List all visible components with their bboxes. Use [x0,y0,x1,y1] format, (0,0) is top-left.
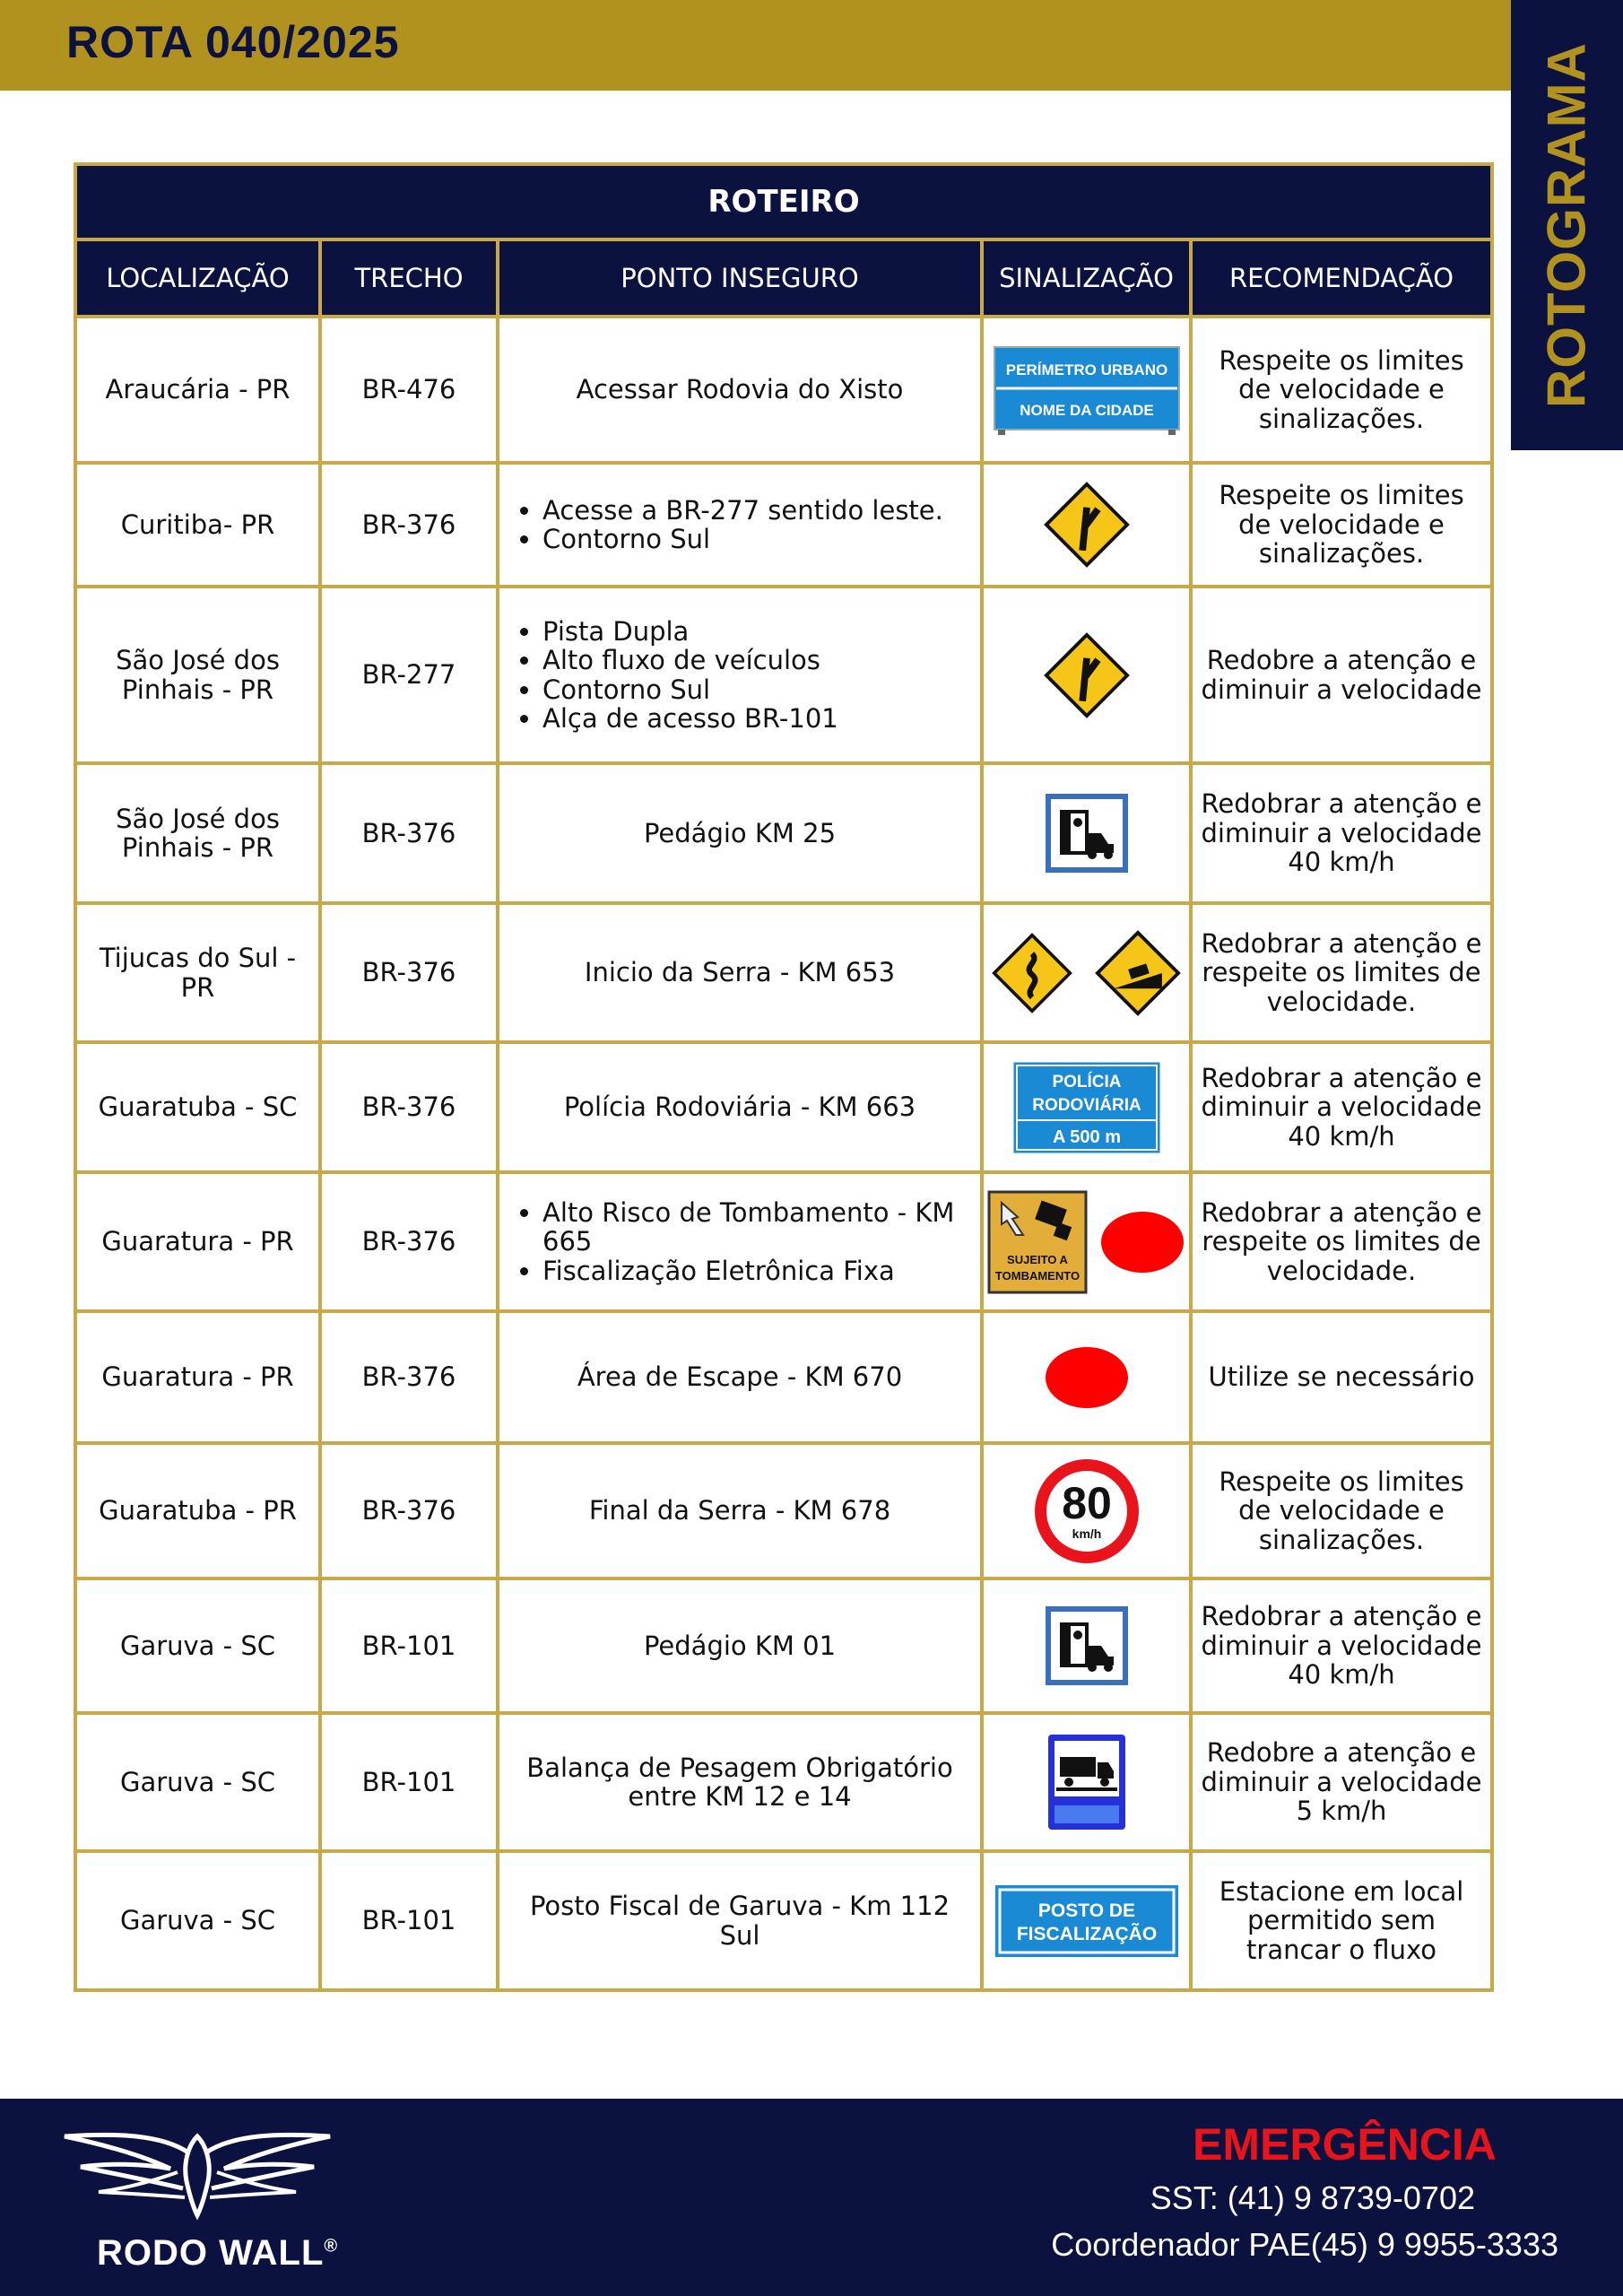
cell-sinalizacao [982,463,1191,587]
speed-limit-80-icon [1031,1456,1142,1567]
ponto-list [507,617,973,734]
highway-police-sign [1011,1059,1163,1156]
cell-trecho: BR-376 [320,903,498,1042]
cell-recomendacao: Redobrar a atenção e diminuir a velocidade 40 km/h [1191,1042,1492,1172]
cell-trecho: BR-376 [320,463,498,587]
sign-text: POSTO DE [1037,1900,1135,1921]
coordinator-contact: Coordenador PAE(45) 9 9955-3333 [1051,2226,1558,2263]
table-row [75,1443,1492,1578]
cell-ponto: Área de Escape - KM 670 [498,1311,982,1443]
cell-sinalizacao [982,1311,1191,1443]
list-item: • Acesse a BR-277 sentido leste. [542,496,973,525]
ponto-list [507,496,973,554]
side-road-right-icon [1044,482,1130,568]
header-bar [0,0,1511,91]
cell-ponto [498,587,982,763]
cell-recomendacao: Redobrar a atenção e diminuir a velocidade 40 km/h [1191,1578,1492,1713]
cell-ponto: Inicio da Serra - KM 653 [498,903,982,1042]
cell-localizacao: Curitiba- PR [75,463,320,587]
cell-sinalizacao [982,1443,1191,1578]
cell-recomendacao: Respeite os limites de velocidade e sinalizações. [1191,317,1492,463]
side-tab [1511,0,1623,450]
weigh-station-icon [1046,1732,1128,1832]
cell-ponto: Polícia Rodoviária - KM 663 [498,1042,982,1172]
rollover-risk-sign [987,1190,1088,1294]
cell-sinalizacao [982,587,1191,763]
sign-text: km/h [1072,1526,1101,1541]
cell-trecho: BR-277 [320,587,498,763]
logo-text [97,2233,338,2274]
list-item: • Fiscalização Eletrônica Fixa [542,1257,973,1285]
list-item: • Alça de acesso BR-101 [542,704,973,733]
sign-group [985,930,1187,1016]
cell-recomendacao: Redobrar a atenção e respeite os limites de velocidade. [1191,903,1492,1042]
cell-localizacao: Guaratuba - SC [75,1042,320,1172]
table-row [75,1578,1492,1713]
list-item: • Alto fluxo de veículos [542,646,973,674]
cell-localizacao: São José dos Pinhais - PR [75,587,320,763]
cell-ponto: Posto Fiscal de Garuva - Km 112 Sul [498,1851,982,1990]
cell-trecho: BR-101 [320,1578,498,1713]
table-row [75,1311,1492,1443]
cell-trecho: BR-101 [320,1851,498,1990]
cell-ponto: Balança de Pesagem Obrigatório entre KM 12 e 14 [498,1713,982,1851]
cell-recomendacao: Respeite os limites de velocidade e sinalizações. [1191,1443,1492,1578]
ponto-list [507,1198,973,1285]
cell-recomendacao: Estacione em local permitido sem trancar o fluxo [1191,1851,1492,1990]
cell-localizacao: São José dos Pinhais - PR [75,763,320,903]
emergency-title: EMERGÊNCIA [1193,2119,1497,2170]
cell-sinalizacao [982,1851,1191,1990]
cell-trecho: BR-376 [320,763,498,903]
cell-sinalizacao [982,1042,1191,1172]
cell-localizacao: Araucária - PR [75,317,320,463]
cell-sinalizacao [982,903,1191,1042]
cell-ponto [498,463,982,587]
toll-booth-icon [1046,794,1128,873]
cell-trecho: BR-376 [320,1172,498,1311]
cell-sinalizacao [982,317,1191,463]
cell-localizacao: Tijucas do Sul - PR [75,903,320,1042]
table-row [75,1713,1492,1851]
sign-text: SUJEITO A [1006,1252,1068,1266]
side-tab-label: ROTOGRAMA [1536,42,1597,408]
cell-recomendacao: Redobre a atenção e diminuir a velocidade [1191,587,1492,763]
red-dot-icon [1044,1345,1130,1410]
red-dot-icon [1099,1210,1185,1274]
cell-ponto: Pedágio KM 01 [498,1578,982,1713]
cell-localizacao: Guaratura - PR [75,1172,320,1311]
column-header-sinalizacao: SINALIZAÇÃO [982,239,1191,317]
sign-text: NOME DA CIDADE [1019,401,1154,419]
cell-recomendacao: Respeite os limites de velocidade e sinalizações. [1191,463,1492,587]
sign-text: FISCALIZAÇÃO [1016,1923,1157,1944]
sign-text: 80 [1061,1477,1112,1528]
column-header-trecho: TRECHO [320,239,498,317]
sign-text: POLÍCIA [1051,1072,1122,1091]
table-title: ROTEIRO [75,164,1492,239]
footer [0,2099,1623,2296]
sign-group [985,1190,1187,1294]
urban-perimeter-sign [993,345,1181,435]
cell-sinalizacao [982,1578,1191,1713]
cell-sinalizacao [982,763,1191,903]
cell-trecho: BR-101 [320,1713,498,1851]
cell-ponto: Final da Serra - KM 678 [498,1443,982,1578]
toll-booth-icon [1046,1606,1128,1685]
cell-recomendacao: Utilize se necessário [1191,1311,1492,1443]
table-row [75,317,1492,463]
cell-recomendacao: Redobrar a atenção e respeite os limites de velocidade. [1191,1172,1492,1311]
cell-trecho: BR-476 [320,317,498,463]
table-row [75,763,1492,903]
table-row [75,903,1492,1042]
cell-recomendacao: Redobrar a atenção e diminuir a velocidade 40 km/h [1191,763,1492,903]
list-item: • Alto Risco de Tombamento - KM 665 [542,1198,973,1257]
table-row [75,1851,1492,1990]
table-row [75,587,1492,763]
table-row [75,463,1492,587]
winding-road-icon [992,933,1072,1013]
cell-ponto: Acessar Rodovia do Xisto [498,317,982,463]
sign-text: PERÍMETRO URBANO [1005,361,1167,378]
cell-trecho: BR-376 [320,1443,498,1578]
registered-mark: ® [324,2236,339,2257]
route-table [74,162,1494,1992]
side-road-right-icon [1044,632,1130,718]
column-header-recomendacao: RECOMENDAÇÃO [1191,239,1492,317]
sign-text: A 500 m [1052,1126,1121,1147]
cell-localizacao: Guaratuba - PR [75,1443,320,1578]
logo-name: RODO WALL [97,2233,325,2273]
route-title: ROTA 040/2025 [66,17,400,67]
cell-localizacao: Garuva - SC [75,1713,320,1851]
cell-sinalizacao [982,1172,1191,1311]
steep-descent-icon [1095,930,1181,1016]
sst-contact: SST: (41) 9 8739-0702 [1150,2179,1475,2216]
rodo-wall-logo [63,2126,332,2233]
column-header-ponto-inseguro: PONTO INSEGURO [498,239,982,317]
cell-ponto [498,1172,982,1311]
inspection-post-sign [993,1883,1181,1960]
cell-trecho: BR-376 [320,1311,498,1443]
cell-ponto: Pedágio KM 25 [498,763,982,903]
list-item: • Pista Dupla [542,617,973,646]
cell-localizacao: Garuva - SC [75,1851,320,1990]
list-item: • Contorno Sul [542,525,973,553]
cell-localizacao: Guaratura - PR [75,1311,320,1443]
table-row [75,1042,1492,1172]
cell-recomendacao: Redobre a atenção e diminuir a velocidade 5 km/h [1191,1713,1492,1851]
sign-text: RODOVIÁRIA [1031,1095,1141,1115]
cell-localizacao: Garuva - SC [75,1578,320,1713]
cell-sinalizacao [982,1713,1191,1851]
cell-trecho: BR-376 [320,1042,498,1172]
list-item: • Contorno Sul [542,675,973,704]
sign-text: TOMBAMENTO [994,1268,1080,1283]
table-row [75,1172,1492,1311]
column-header-localizacao: LOCALIZAÇÃO [75,239,320,317]
